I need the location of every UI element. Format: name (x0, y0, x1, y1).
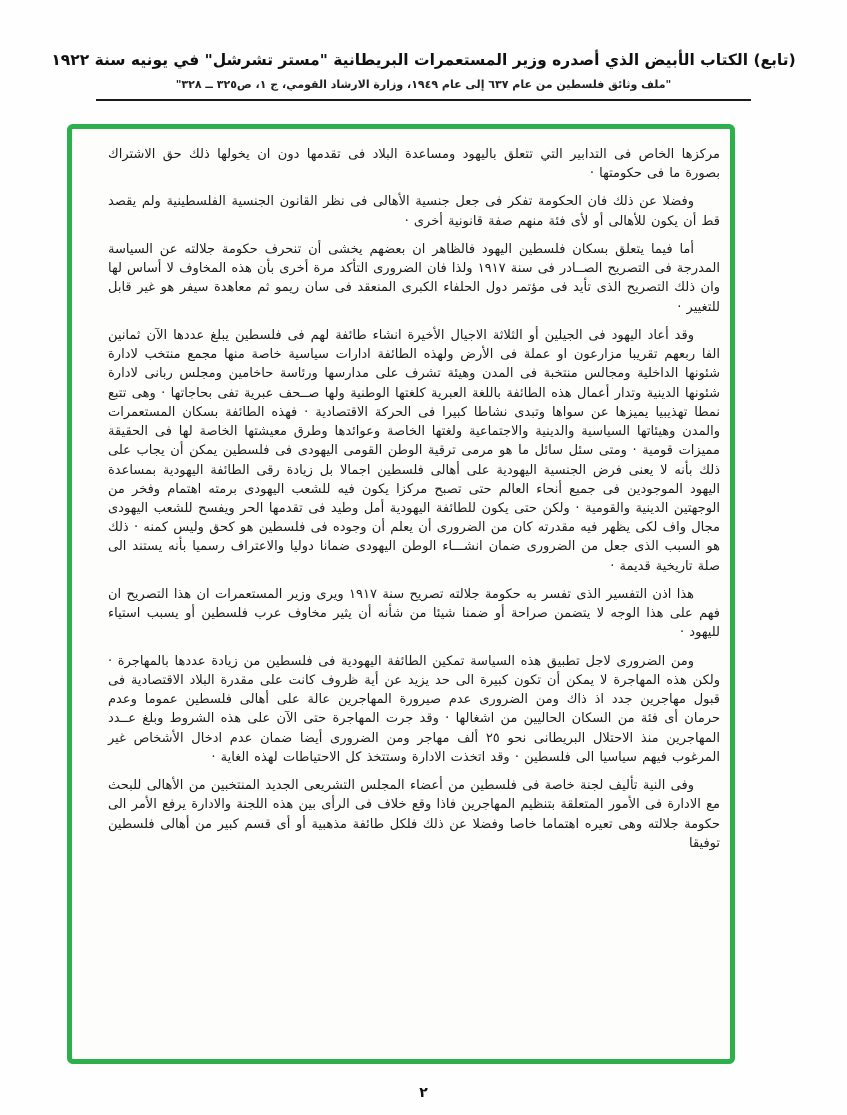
header-divider (96, 99, 751, 101)
paragraph: مركزها الخاص فى التدابير التي تتعلق باليهود ومساعدة البلاد فى تقدمها دون ان يخولها ذلك حق الاشتراك بصورة ما فى حكومتها · (108, 147, 720, 182)
document-title: (تابع) الكتاب الأبيض الذي أصدره وزير المستعمرات البريطانية "مستر تشرشل" في يونيه سنة ١٩٢٢ (51, 51, 796, 69)
paragraph: وفضلا عن ذلك فان الحكومة تفكر فى جعل جنسية الأهالى فى نظر القانون الجنسية الفلسطينية ولم يقصد قط أن يكون للأهالى أو لأى فئة منهم صفة قانونية أخرى · (108, 194, 720, 229)
document-source-citation: "ملف وثائق فلسطين من عام ٦٣٧ إلى عام ١٩٤٩، وزارة الارشاد القومي، ج ١، ص٣٢٥ ــ ٣٢٨" (175, 77, 672, 91)
document-body-text (72, 129, 730, 872)
document-header (0, 0, 847, 101)
paragraph: أما فيما يتعلق بسكان فلسطين اليهود فالظاهر ان بعضهم يخشى أن تنحرف حكومة جلالته عن السياسة المدرجة فى التصريح الصــادر فى سنة ١٩١٧ ولذا فان الضرورى التأكد مرة أخرى بأن هذه المخاوف لا أساس لها وان ذلك التصريح الذى تأيد فى مؤتمر دول الحلفاء الكبرى المنعقد فى سان ريمو ثم معاهدة سيفر هو غير قابل للتغيير · (108, 241, 720, 315)
page-number: ٢ (419, 1085, 428, 1101)
paragraph: هذا اذن التفسير الذى تفسر به حكومة جلالته تصريح سنة ١٩١٧ ويرى وزير المستعمرات ان هذا التصريح ان فهم على هذا الوجه لا يتضمن صراحة أو ضمنا شيئا من شأنه أن يثير مخاوف عرب فلسطين أو يسبب استياء لليهود · (108, 586, 720, 641)
paragraph: ومن الضرورى لاجل تطبيق هذه السياسة تمكين الطائفة اليهودية فى فلسطين من زيادة عددها بالمهاجرة · ولكن هذه المهاجرة لا يمكن أن تكون كبيرة الى حد يزيد عن أية ظروف كانت على مقدرة البلاد الاقتصادية فى قبول مهاجرين جدد اذ ذاك ومن الضرورى عدم صيرورة المهاجرين عالة على أهالى فلسطين عموما وعدم حرمان أى فئة من السكان الحاليين من اشغالها · وقد جرت المهاجرة حتى الآن على هذه الشروط وبلغ عــدد المهاجرين منذ الاحتلال البريطانى نحو ٢٥ ألف مهاجر ومن الضرورى أيضا ضمان عدم ادخال الأشخاص غير المرغوب فيهم سياسيا الى فلسطين · وقد اتخذت الادارة وستتخذ كل الاحتياطات لهذه الغاية · (108, 653, 720, 765)
paragraph: وقد أعاد اليهود فى الجيلين أو الثلاثة الاجيال الأخيرة انشاء طائفة لهم فى فلسطين يبلغ عددها الآن ثمانين الفا ربعهم تقريبا مزارعون او عملة فى الأرض ولهذه الطائفة ادارات سياسية خاصة منها مجمع منتخب لادارة شئونها الداخلية ومجالس منتخبة فى المدن وهيئة تشرف على مدارسها ورئاسة حاخامين ومجلس ربانى لادارة شئونها الدينية وتدار أعمال هذه الطائفة باللغة العبرية كلغتها الوطنية ولها صــحف عبرية تفى بحاجاتها · وهى تتبع نمطا تهذيبيا يميزها عن سواها وتبدى نشاطا كبيرا فى الحركة الاقتصادية · فهذه الطائفة بسكان المستعمرات والمدن وهيئاتها السياسية والدينية والاجتماعية ولغتها الخاصة وعوائدها وطرق معيشتها الخاصة لها فى الحقيقة مميزات قومية · ومتى سئل سائل ما هو مرمى ترقية الوطن القومى اليهودى فى فلسطين يمكن أن يجاب على ذلك بأنه لا يعنى فرض الجنسية اليهودية على أهالى فلسطين اجمالا بل زيادة رقى الطائفة اليهودية بمساعدة اليهود الموجودين فى جميع أنحاء العالم حتى تصبح مركزا يكون فيه للشعب اليهودى برمته اهتمام وفخر من الوجهتين الدينية والقومية · ولكن حتى يكون للطائفة اليهودية أمل وطيد فى تقدمها الحر ويفسح للشعب اليهودى مجال واف لكى يظهر فيه مقدرته كان من الضرورى أن يعلم أن وجوده فى فلسطين هو كحق وليس كمنه · ذلك هو السبب الذى جعل من الضرورى ضمان انشـــاء الوطن اليهودى ضمانا دوليا والاعتراف رسميا بأنه يستند الى صلة تاريخية قديمة · (108, 327, 720, 574)
paragraph: وفى النية تأليف لجنة خاصة فى فلسطين من أعضاء المجلس التشريعى الجديد المنتخبين من الأهالى للبحث مع الادارة فى الأمور المتعلقة بتنظيم المهاجرين فاذا وقع خلاف فى الرأى بين هذه اللجنة والادارة يرفع الأمر الى حكومة جلالته وهى تعيره اهتماما خاصا وفضلا عن ذلك فلكل طائفة مذهبية أو أى قسم كبير من أهالى فلسطين توفيقا (108, 778, 720, 851)
scanned-text-highlight-frame (67, 124, 735, 1064)
